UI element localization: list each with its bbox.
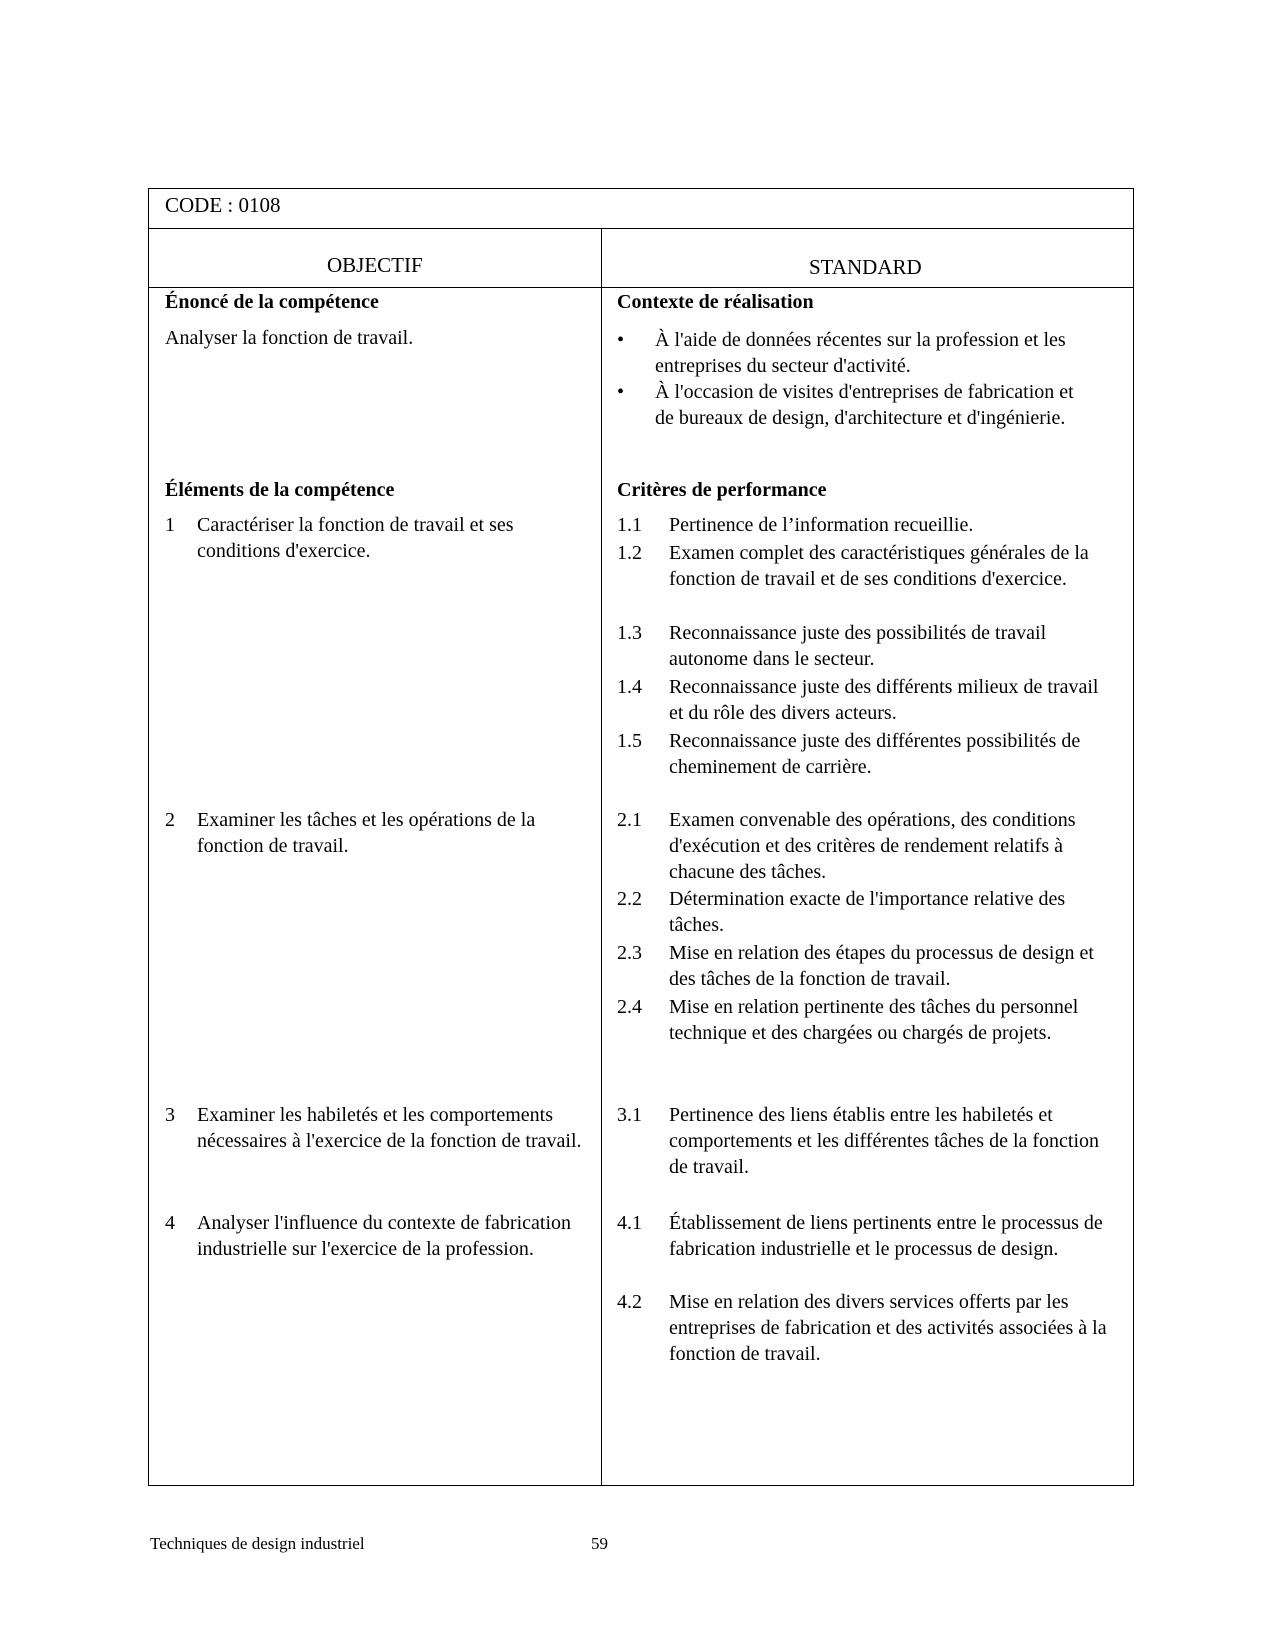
critere-item: 4.2 Mise en relation des divers services offerts par les entreprises de fabrication et des activités associées à la fonction de travail. [617,1291,1107,1365]
critere-item: 3.1 Pertinence des liens établis entre les habiletés et comportements et les différentes tâches de la fonction de travail. [617,1104,1100,1178]
page-number: 59 [591,1534,608,1553]
critere-item: 1.5 Reconnaissance juste des différentes possibilités de cheminement de carrière. [617,730,1081,778]
critere-item: 4.1 Établissement de liens pertinents entre le processus de fabrication industrielle et le processus de design. [617,1212,1103,1260]
critere-item: 1.4 Reconnaissance juste des différents milieux de travail et du rôle des divers acteurs. [617,676,1099,724]
element-item: 3 Examiner les habiletés et les comportements nécessaires à l'exercice de la fonction de travail. [165,1104,582,1152]
column-divider [601,229,602,1485]
critere-item: 2.3 Mise en relation des étapes du processus de design et des tâches de la fonction de travail. [617,942,1094,990]
enonce-text: Analyser la fonction de travail. [165,327,414,349]
contexte-bullet: • À l'aide de données récentes sur la profession et les entreprises du secteur d'activité. [617,329,1066,377]
element-item: 1 Caractériser la fonction de travail et ses conditions d'exercice. [165,514,514,562]
critere-item: 1.3 Reconnaissance juste des possibilités de travail autonome dans le secteur. [617,622,1047,670]
code-label: CODE : 0108 [165,193,281,217]
element-item: 4 Analyser l'influence du contexte de fabrication industrielle sur l'exercice de la profession. [165,1212,572,1260]
critere-item: 2.4 Mise en relation pertinente des tâches du personnel technique et des chargées ou chargés de projets. [617,996,1079,1044]
criteres-title: Critères de performance [617,479,827,501]
contexte-bullets [617,327,1077,431]
code-row [149,189,1133,229]
critere-item: 2.1 Examen convenable des opérations, des conditions d'exécution et des critères de rendement relatifs à chacune des tâches. [617,809,1076,883]
critere-item: 1.2 Examen complet des caractéristiques générales de la fonction de travail et de ses conditions d'exercice. [617,542,1089,590]
enonce-title: Énoncé de la compétence [165,291,379,313]
standard-header: STANDARD [809,255,922,279]
contexte-title: Contexte de réalisation [617,291,814,313]
contexte-bullet: • À l'occasion de visites d'entreprises de fabrication et de bureaux de design, d'architecture et d'ingénierie. [617,381,1074,429]
critere-item: 2.2 Détermination exacte de l'importance relative des tâches. [617,888,1066,936]
objectif-header: OBJECTIF [327,253,423,277]
header-divider [149,287,1133,288]
element-item: 2 Examiner les tâches et les opérations de la fonction de travail. [165,809,536,857]
competence-table [148,188,1134,1486]
critere-item: 1.1 Pertinence de l’information recueillie. [617,514,974,536]
elements-title: Éléments de la compétence [165,479,395,501]
footer-program-title: Techniques de design industriel [150,1534,365,1553]
